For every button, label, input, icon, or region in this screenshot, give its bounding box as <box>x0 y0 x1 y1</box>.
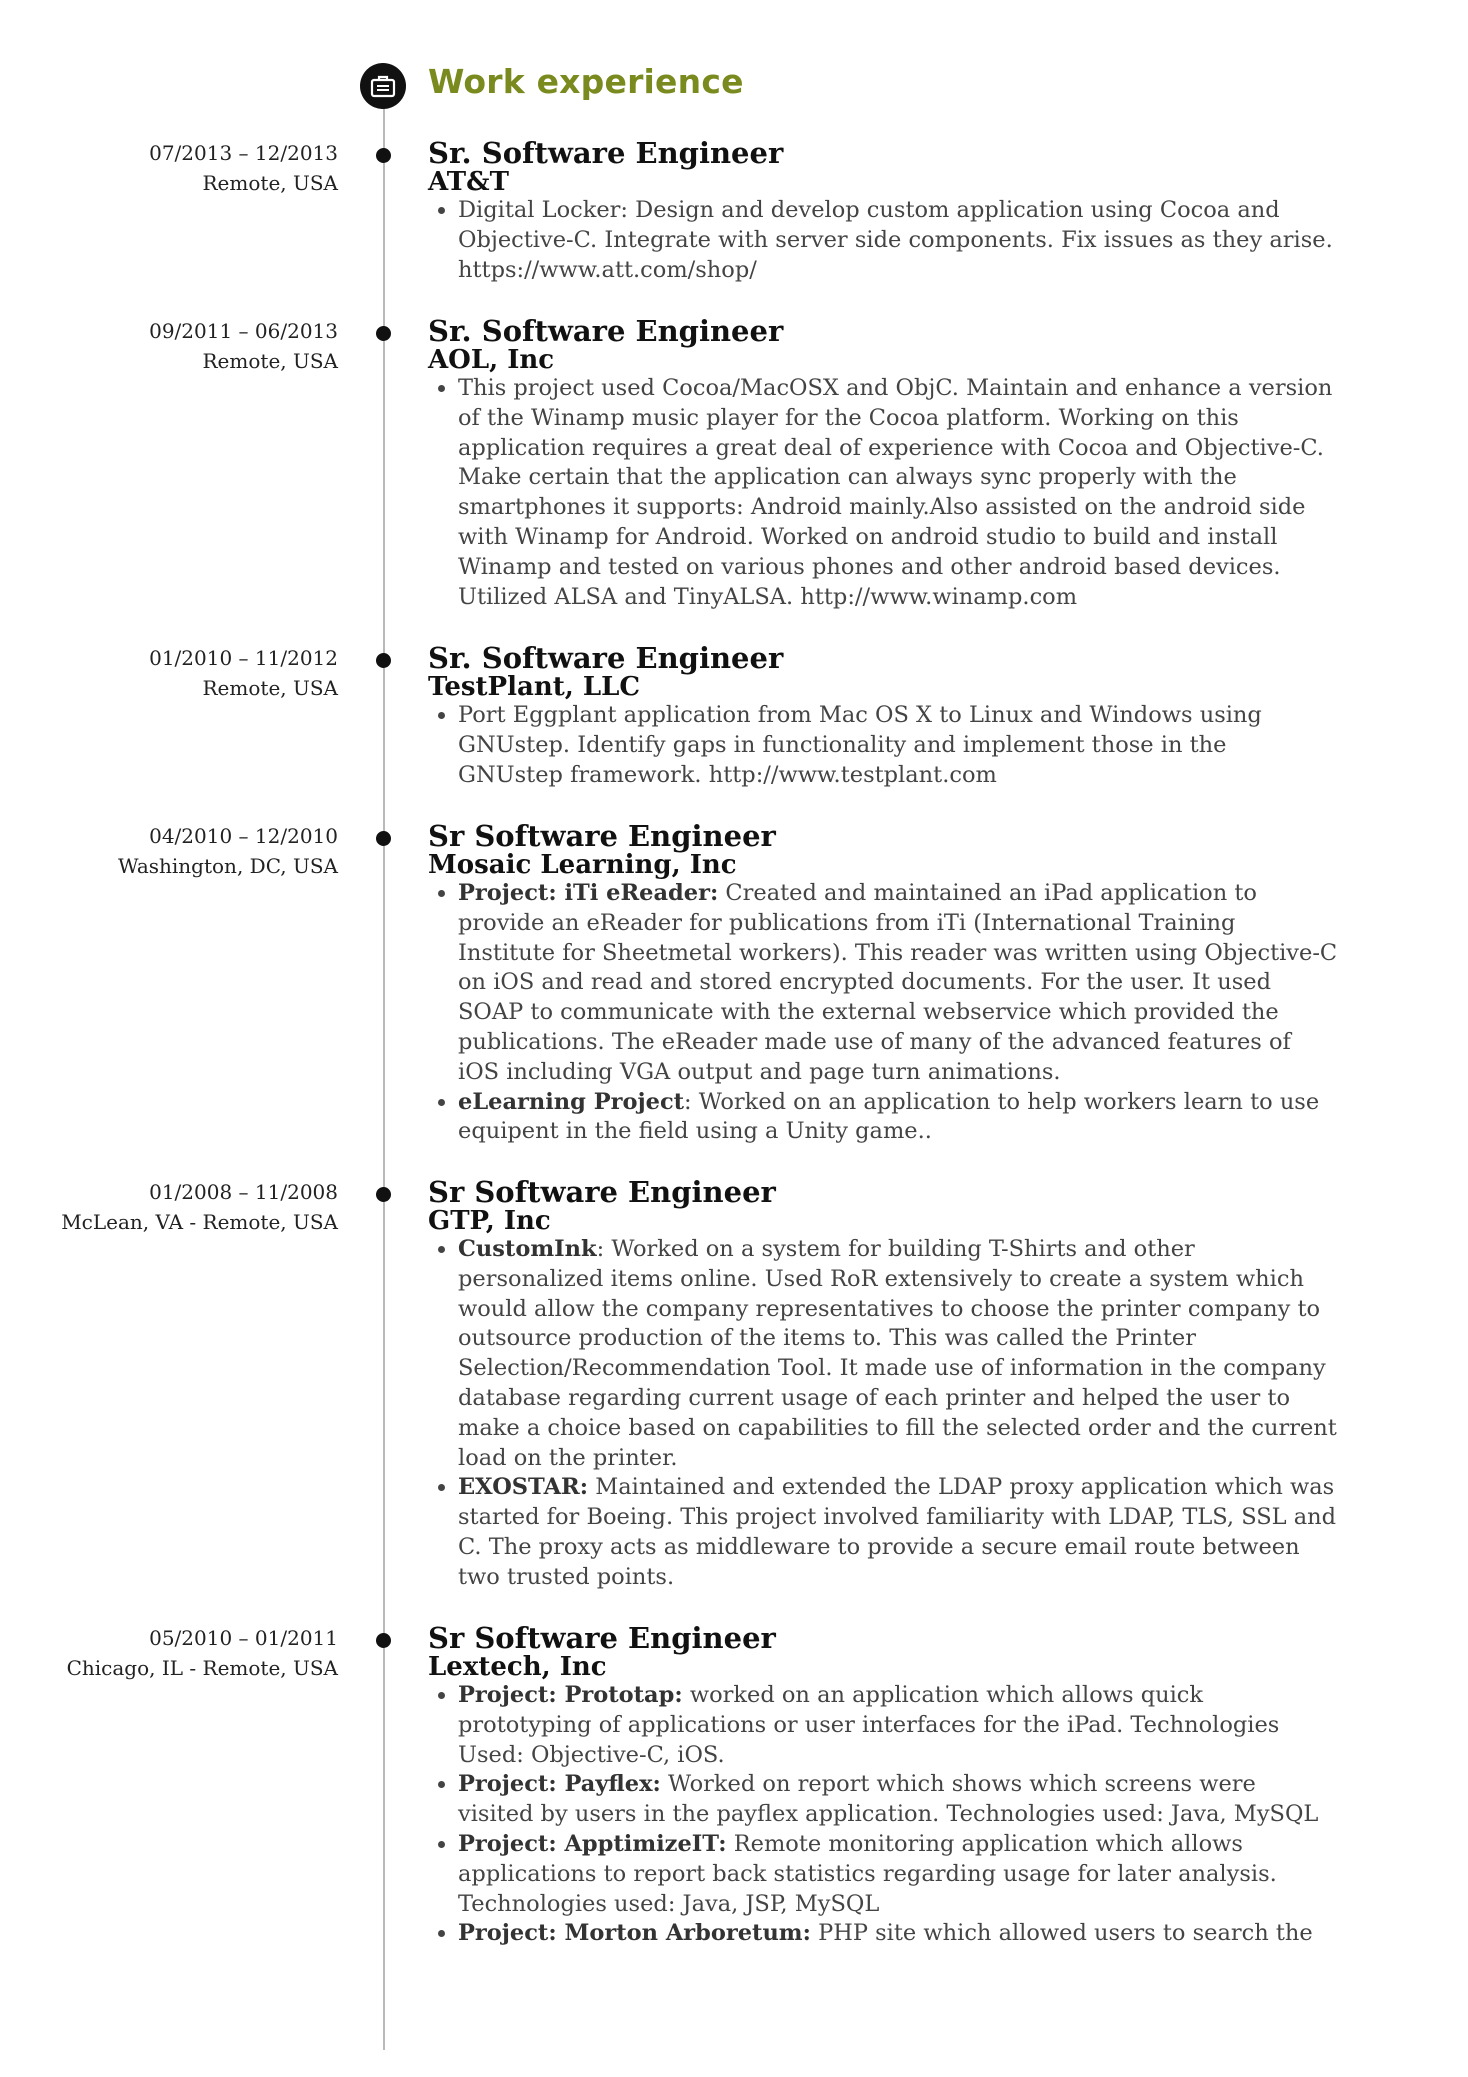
job-meta <box>149 138 338 198</box>
job-bullets <box>428 1681 1338 1949</box>
job-content <box>428 821 1338 1147</box>
job-title: Sr Software Engineer <box>428 1175 776 1209</box>
job-dates: 01/2008 – 11/2008 <box>149 1180 338 1204</box>
job-title: Sr Software Engineer <box>428 819 776 853</box>
job-meta <box>149 316 338 376</box>
briefcase-icon <box>360 63 406 109</box>
job-content <box>428 1623 1338 1949</box>
timeline-dot <box>376 1187 391 1202</box>
job-bullets <box>428 1235 1338 1593</box>
job-location: Chicago, IL - Remote, USA <box>66 1656 338 1680</box>
job-location: Remote, USA <box>202 171 338 195</box>
job-content <box>428 316 1338 612</box>
job-bullets <box>428 701 1338 790</box>
job-location: McLean, VA - Remote, USA <box>61 1210 338 1234</box>
job-meta <box>67 1623 338 1683</box>
timeline-dot <box>376 148 391 163</box>
bullet-item: • Project: Payflex: Worked on report which shows which screens were visited by users in the payflex application. Technologies used: Java, MySQL <box>458 1770 1338 1830</box>
bullet-item: • Port Eggplant application from Mac OS X to Linux and Windows using GNUstep. Identify gaps in functionality and implement those in the GNUstep framework. http://www.testplant.com <box>458 701 1338 790</box>
job-company: GTP, Inc <box>428 1206 551 1236</box>
bullet-item: • Project: ApptimizeIT: Remote monitoring application which allows applications to report back statistics regarding usage for later analysis. Technologies used: Java, JSP, MySQL <box>458 1830 1338 1919</box>
job-content <box>428 1177 1338 1593</box>
job-dates: 04/2010 – 12/2010 <box>149 824 338 848</box>
job-company: Mosaic Learning, Inc <box>428 850 737 880</box>
job-bullets <box>428 196 1338 285</box>
job-dates: 05/2010 – 01/2011 <box>149 1626 338 1650</box>
job-company: TestPlant, LLC <box>428 672 641 702</box>
bullet-item: • Project: Morton Arboretum: PHP site which allowed users to search the <box>458 1919 1338 1949</box>
timeline-dot <box>376 831 391 846</box>
job-bullets <box>428 879 1338 1147</box>
job-title: Sr. Software Engineer <box>428 641 784 675</box>
bullet-item: • Digital Locker: Design and develop custom application using Cocoa and Objective-C. Integrate with server side components. Fix issues as they arise. https://www.att.com/shop/ <box>458 196 1338 285</box>
bullet-item: • CustomInk: Worked on a system for building T-Shirts and other personalized items online. Used RoR extensively to create a system which would allow the company representatives to choose the printer company to outsource production of the items to. This was called the Printer Selection/Recommendation Tool. It made use of information in the company database regarding current usage of each printer and helped the user to make a choice based on capabilities to fill the selected order and the current load on the printer. <box>458 1235 1338 1473</box>
job-title: Sr. Software Engineer <box>428 314 784 348</box>
timeline-dot <box>376 326 391 341</box>
job-dates: 07/2013 – 12/2013 <box>149 141 338 165</box>
job-location: Remote, USA <box>202 349 338 373</box>
job-meta <box>149 643 338 703</box>
bullet-item: • Project: iTi eReader: Created and maintained an iPad application to provide an eReader for publications from iTi (International Training Institute for Sheetmetal workers). This reader was written using Objective-C on iOS and read and stored encrypted documents. For the user. It used SOAP to communicate with the external webservice which provided the publications. The eReader made use of many of the advanced features of iOS including VGA output and page turn animations. <box>458 879 1338 1088</box>
bullet-item: • Project: Prototap: worked on an application which allows quick prototyping of applications or user interfaces for the iPad. Technologies Used: Objective-C, iOS. <box>458 1681 1338 1770</box>
section-title: Work experience <box>428 62 744 101</box>
job-location: Washington, DC, USA <box>118 854 338 878</box>
job-company: Lextech, Inc <box>428 1652 607 1682</box>
job-meta <box>61 1177 338 1237</box>
job-dates: 09/2011 – 06/2013 <box>149 319 338 343</box>
bullet-item: • EXOSTAR: Maintained and extended the LDAP proxy application which was started for Boeing. This project involved familiarity with LDAP, TLS, SSL and C. The proxy acts as middleware to provide a secure email route between two trusted points. <box>458 1473 1338 1592</box>
job-content <box>428 643 1338 790</box>
job-dates: 01/2010 – 11/2012 <box>149 646 338 670</box>
timeline-line <box>383 100 385 2050</box>
job-location: Remote, USA <box>202 676 338 700</box>
job-bullets <box>428 374 1338 612</box>
bullet-item: • eLearning Project: Worked on an application to help workers learn to use equipent in the field using a Unity game.. <box>458 1088 1338 1148</box>
timeline-dot <box>376 1633 391 1648</box>
job-title: Sr. Software Engineer <box>428 136 784 170</box>
job-title: Sr Software Engineer <box>428 1621 776 1655</box>
job-company: AT&T <box>428 167 509 197</box>
job-meta <box>118 821 338 881</box>
job-company: AOL, Inc <box>428 345 555 375</box>
timeline-dot <box>376 653 391 668</box>
bullet-item: • This project used Cocoa/MacOSX and ObjC. Maintain and enhance a version of the Winamp music player for the Cocoa platform. Working on this application requires a great deal of experience with Cocoa and Objective-C. Make certain that the application can always sync properly with the smartphones it supports: Android mainly.Also assisted on the android side with Winamp for Android. Worked on android studio to build and install Winamp and tested on various phones and other android based devices. Utilized ALSA and TinyALSA. http://www.winamp.com <box>458 374 1338 612</box>
job-content <box>428 138 1338 285</box>
